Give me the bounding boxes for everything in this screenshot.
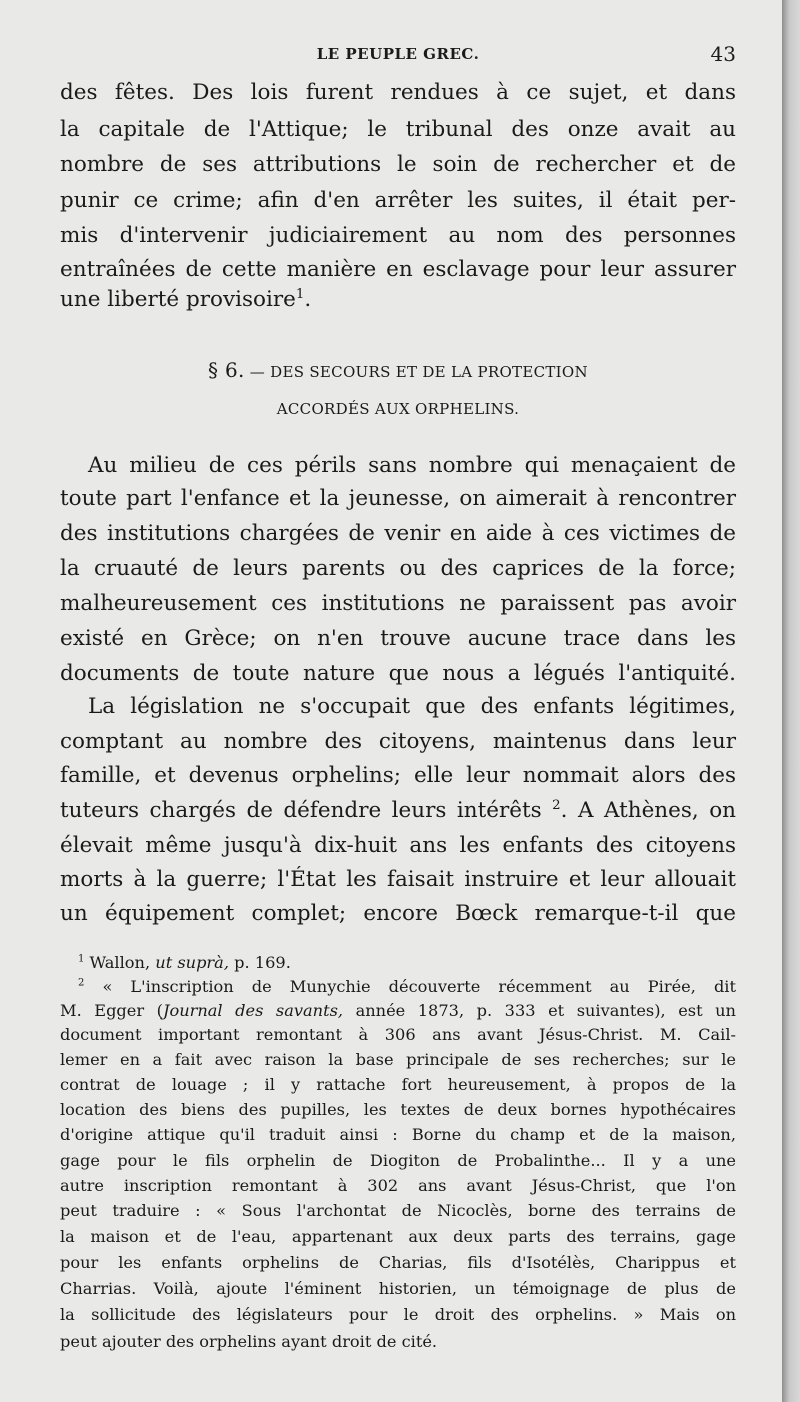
footnote-line: gage pour le fils orphelin de Diogiton de Probalinthe... Il y a une <box>60 1151 736 1170</box>
footnote-line: lemer en a fait avec raison la base principale de ses recherches; sur le <box>60 1050 736 1069</box>
text-line: morts à la guerre; l'État les faisait instruire et leur allouait <box>60 867 736 892</box>
footnote-text: « L'inscription de Munychie découverte récemment au Pirée, dit <box>102 977 736 996</box>
footnote-line: d'origine attique qu'il traduit ainsi : Borne du champ et de la maison, <box>60 1125 736 1144</box>
footnote-ref-text: ut suprà, <box>155 953 229 972</box>
footnote-line: document important remontant à 306 ans avant Jésus-Christ. M. Cail- <box>60 1025 736 1044</box>
footnote-line: la sollicitude des législateurs pour le droit des orphelins. » Mais on <box>60 1305 736 1324</box>
text-line: malheureusement ces institutions ne paraissent pas avoir <box>60 591 736 616</box>
footnote-ref: 2 <box>552 797 561 813</box>
footnote-page: p. 169. <box>234 953 291 972</box>
text-fragment: . <box>304 287 312 312</box>
text-line: nombre de ses attributions le soin de rechercher et de <box>60 152 736 177</box>
footnote-line: autre inscription remontant à 302 ans avant Jésus-Christ, que l'on <box>60 1176 736 1195</box>
footnote-line: contrat de louage ; il y rattache fort heureusement, à propos de la <box>60 1075 736 1094</box>
footnote-line: pour les enfants orphelins de Charias, fils d'Isotélès, Charippus et <box>60 1253 736 1272</box>
page-number: 43 <box>710 42 736 66</box>
footnote-line: Charrias. Voilà, ajoute l'éminent historien, un témoignage de plus de <box>60 1279 736 1298</box>
section-title: — DES SECOURS ET DE LA PROTECTION <box>249 363 588 381</box>
section-heading-line-2: ACCORDÉS AUX ORPHELINS. <box>276 400 520 418</box>
text-fragment: . A Athènes, on <box>560 798 737 823</box>
footnote-line: location des biens des pupilles, les textes de deux bornes hypothécaires <box>60 1100 736 1119</box>
journal-title: Journal des savants, <box>162 1001 344 1020</box>
section-heading-line-1 <box>60 358 736 382</box>
text-line: un équipement complet; encore Bœck remarque-t-il que <box>60 901 736 926</box>
footnote-ref: 1 <box>295 286 305 302</box>
text-line: des fêtes. Des lois furent rendues à ce sujet, et dans <box>60 80 736 105</box>
section-number: § 6. <box>208 358 245 382</box>
text-line <box>60 286 736 314</box>
running-head <box>60 42 736 66</box>
text-line: famille, et devenus orphelins; elle leur nommait alors des <box>60 763 736 788</box>
text-line: mis d'intervenir judiciairement au nom des personnes <box>60 223 736 248</box>
footnote-line: la maison et de l'eau, appartenant aux deux parts des terrains, gage <box>60 1227 736 1246</box>
text-line: La législation ne s'occupait que des enfants légitimes, <box>88 694 736 719</box>
running-title: LE PEUPLE GREC. <box>316 45 480 63</box>
footnote-author: Wallon, <box>89 953 151 972</box>
text-line <box>60 797 736 825</box>
text-line: punir ce crime; afin d'en arrêter les suites, il était per- <box>60 188 736 213</box>
text-line: élevait même jusqu'à dix-huit ans les enfants des citoyens <box>60 833 736 858</box>
footnote-mark: 1 <box>78 953 85 965</box>
footnote-line <box>60 1000 736 1022</box>
footnote-line <box>60 976 736 998</box>
text-line: existé en Grèce; on n'en trouve aucune trace dans les <box>60 626 736 651</box>
text-line: la capitale de l'Attique; le tribunal des onze avait au <box>60 117 736 142</box>
text-line: la cruauté de leurs parents ou des caprices de la force; <box>60 556 736 581</box>
text-fragment: une liberté provisoire <box>60 287 296 312</box>
text-fragment: tuteurs chargés de défendre leurs intérêts <box>60 798 542 823</box>
text-line: des institutions chargées de venir en aide à ces victimes de <box>60 521 736 546</box>
footnote-text: année 1873, p. 333 et suivantes), est un <box>343 1001 736 1020</box>
footnote-line: peut ajouter des orphelins ayant droit de cité. <box>60 1332 438 1351</box>
text-line: Au milieu de ces périls sans nombre qui menaçaient de <box>88 453 736 478</box>
footnote-1 <box>60 952 736 974</box>
text-line: documents de toute nature que nous a légués l'antiquité. <box>60 661 736 686</box>
page-edge <box>782 0 800 1402</box>
footnote-line: peut traduire : « Sous l'archontat de Nicoclès, borne des terrains de <box>60 1201 736 1220</box>
text-line: comptant au nombre des citoyens, maintenus dans leur <box>60 729 736 754</box>
text-line: toute part l'enfance et la jeunesse, on aimerait à rencontrer <box>60 486 736 511</box>
footnote-mark: 2 <box>78 977 85 989</box>
footnote-text: M. Egger ( <box>60 1001 163 1020</box>
text-line: entraînées de cette manière en esclavage pour leur assurer <box>60 257 736 282</box>
